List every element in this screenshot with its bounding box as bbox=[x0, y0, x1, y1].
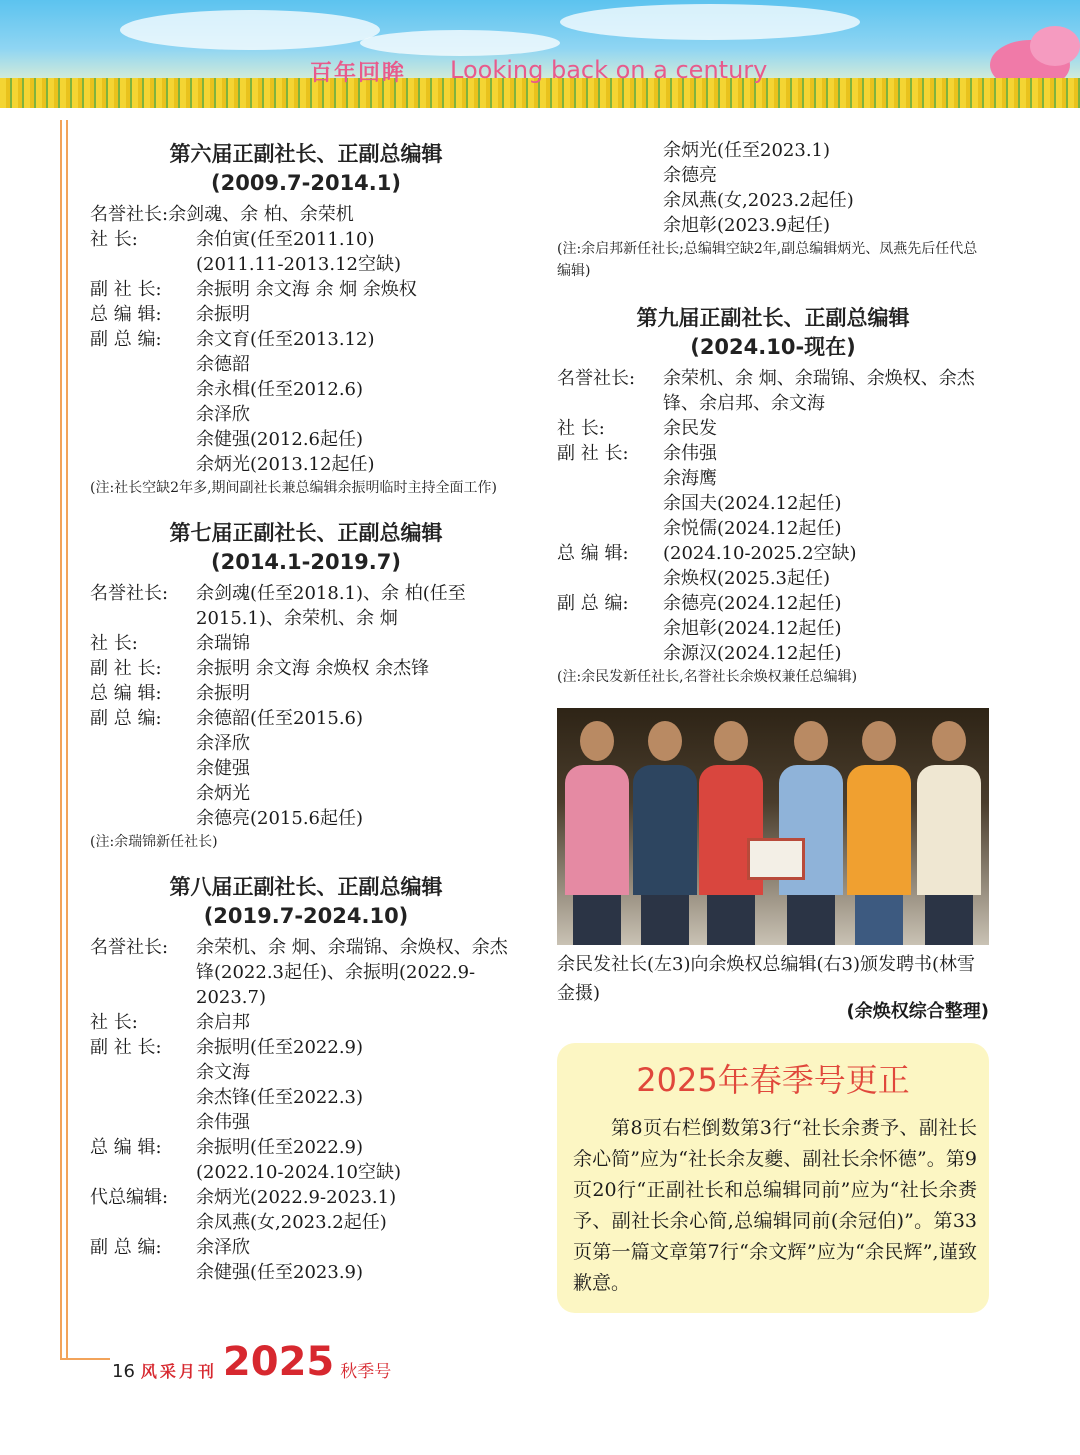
role-value: 余伟强 bbox=[196, 1112, 250, 1133]
role-value: 余海鹰 bbox=[663, 468, 717, 489]
photo-person bbox=[699, 721, 763, 945]
certificate bbox=[747, 838, 805, 880]
role-value: 余民发 bbox=[663, 418, 717, 439]
role-value: 余炳光(2013.12起任) bbox=[196, 454, 375, 475]
role-label: 副 总 编: bbox=[90, 708, 162, 729]
role-value: 余剑魂、余 柏、余荣机 bbox=[168, 204, 354, 225]
issue-season: 秋季号 bbox=[340, 1362, 392, 1382]
section-note: (注:余瑞锦新任社长) bbox=[90, 834, 218, 850]
role-value: 余振明 bbox=[196, 683, 250, 704]
magazine-name: 风采月刊 bbox=[140, 1362, 217, 1381]
section-period: (2019.7-2024.10) bbox=[203, 904, 409, 928]
role-label: 总 编 辑: bbox=[90, 1137, 162, 1158]
role-value: 余健强(2012.6起任) bbox=[196, 429, 364, 450]
role-label: 总 编 辑: bbox=[90, 683, 162, 704]
role-value: 余健强 bbox=[196, 758, 250, 779]
role-value: 余泽欣 bbox=[196, 404, 250, 425]
section-title: 第九届正副社长、正副总编辑 bbox=[636, 306, 910, 330]
role-value: 余旭彰(2023.9起任) bbox=[663, 215, 831, 236]
section-period: (2024.10-现在) bbox=[690, 335, 856, 359]
role-label: 总 编 辑: bbox=[90, 304, 162, 325]
correction-title: 2025年春季号更正 bbox=[636, 1061, 910, 1099]
role-value: (2011.11-2013.12空缺) bbox=[196, 254, 401, 275]
footer-rule bbox=[60, 1358, 110, 1360]
role-value: 余凤燕(女,2023.2起任) bbox=[196, 1212, 387, 1233]
role-label: 名誉社长: bbox=[90, 583, 169, 604]
photo-person bbox=[779, 721, 843, 945]
role-value: 余旭彰(2024.12起任) bbox=[663, 618, 842, 639]
role-label: 副 总 编: bbox=[90, 329, 162, 350]
role-value: 余健强(任至2023.9) bbox=[196, 1262, 364, 1283]
role-value: 余荣机、余 炯、余瑞锦、余焕权、余杰锋(2022.3起任)、余振明(2022.9-2023.7) bbox=[196, 937, 508, 1008]
role-value: 余德韶(任至2015.6) bbox=[196, 708, 364, 729]
group-photo bbox=[557, 708, 989, 945]
section-title: 第八届正副社长、正副总编辑 bbox=[169, 875, 443, 899]
role-value: 余瑞锦 bbox=[196, 633, 250, 654]
role-value: 余国夫(2024.12起任) bbox=[663, 493, 842, 514]
role-label: 副 总 编: bbox=[90, 1237, 162, 1258]
role-label: 副 社 长: bbox=[90, 279, 162, 300]
role-value: 余文海 bbox=[196, 1062, 250, 1083]
role-label: 名誉社长: bbox=[90, 937, 169, 958]
role-value: 余焕权(2025.3起任) bbox=[663, 568, 831, 589]
role-value: 余凤燕(女,2023.2起任) bbox=[663, 190, 854, 211]
role-label: 社 长: bbox=[90, 1012, 138, 1033]
section-8-continued bbox=[557, 138, 989, 282]
section-note: (注:社长空缺2年多,期间副社长兼总编辑余振明临时主持全面工作) bbox=[90, 480, 497, 496]
role-value: 余伯寅(任至2011.10) bbox=[196, 229, 375, 250]
role-value: 余永楫(任至2012.6) bbox=[196, 379, 364, 400]
role-value: 余伟强 bbox=[663, 443, 717, 464]
role-value: 余振明 余文海 余 炯 余焕权 bbox=[196, 279, 417, 300]
role-value: 余德亮(2024.12起任) bbox=[663, 593, 842, 614]
photo-person bbox=[633, 721, 697, 945]
role-value: 余杰锋(任至2022.3) bbox=[196, 1087, 364, 1108]
role-value: 余荣机、余 炯、余瑞锦、余焕权、余杰锋、余启邦、余文海 bbox=[663, 368, 975, 414]
role-value: 余德亮(2015.6起任) bbox=[196, 808, 364, 829]
role-value: 余启邦 bbox=[196, 1012, 250, 1033]
margin-rule bbox=[66, 120, 68, 1360]
role-value: 余振明 余文海 余焕权 余杰锋 bbox=[196, 658, 430, 679]
role-value: 余振明(任至2022.9) bbox=[196, 1137, 364, 1158]
section-note: (注:余民发新任社长,名誉社长余焕权兼任总编辑) bbox=[557, 669, 858, 685]
role-value: 余文育(任至2013.12) bbox=[196, 329, 375, 350]
compiler-credit: (余焕权综合整理) bbox=[846, 1001, 989, 1022]
role-label: 社 长: bbox=[90, 633, 138, 654]
role-label: 总 编 辑: bbox=[557, 543, 629, 564]
banner-title-en: Looking back on a century bbox=[450, 56, 768, 84]
section-note: (注:余启邦新任社长;总编辑空缺2年,副总编辑炳光、凤燕先后任代总编辑) bbox=[557, 241, 978, 279]
role-value: 余炳光 bbox=[196, 783, 250, 804]
photo-caption: 余民发社长(左3)向余焕权总编辑(右3)颁发聘书(林雪金摄) bbox=[557, 954, 976, 1004]
section-period: (2014.1-2019.7) bbox=[211, 550, 401, 574]
left-column bbox=[90, 140, 522, 1285]
section-6 bbox=[90, 140, 522, 499]
page-footer bbox=[112, 1338, 392, 1385]
role-label: 副 社 长: bbox=[90, 1037, 162, 1058]
role-value: (2022.10-2024.10空缺) bbox=[196, 1162, 401, 1183]
role-label: 副 社 长: bbox=[90, 658, 162, 679]
role-value: 余悦儒(2024.12起任) bbox=[663, 518, 842, 539]
photo-person bbox=[847, 721, 911, 945]
page-number: 16 bbox=[112, 1361, 135, 1382]
section-title: 第七届正副社长、正副总编辑 bbox=[169, 521, 443, 545]
role-label: 名誉社长: bbox=[557, 368, 636, 389]
photo-person bbox=[565, 721, 629, 945]
section-period: (2009.7-2014.1) bbox=[211, 171, 401, 195]
role-value: 余德亮 bbox=[663, 165, 717, 186]
right-column bbox=[557, 138, 989, 688]
section-title: 第六届正副社长、正副总编辑 bbox=[169, 142, 443, 166]
photo-person bbox=[917, 721, 981, 945]
role-label: 代总编辑: bbox=[90, 1187, 169, 1208]
role-label: 副 社 长: bbox=[557, 443, 629, 464]
role-value: 余炳光(任至2023.1) bbox=[663, 140, 831, 161]
role-value: 余泽欣 bbox=[196, 1237, 250, 1258]
margin-rule bbox=[60, 120, 62, 1360]
role-value: 余振明(任至2022.9) bbox=[196, 1037, 364, 1058]
banner-title-cn: 百年回眸 bbox=[310, 61, 407, 86]
role-label: 社 长: bbox=[90, 229, 138, 250]
role-value: 余剑魂(任至2018.1)、余 柏(任至2015.1)、余荣机、余 炯 bbox=[196, 583, 466, 629]
section-9 bbox=[557, 304, 989, 688]
role-value: 余德韶 bbox=[196, 354, 250, 375]
correction-body: 第8页右栏倒数第3行“社长余赉予、副社长余心简”应为“社长余友夔、副社长余怀德”。第9页20行“正副社长和总编辑同前”应为“社长余赉予、副社长余心简,总编辑同前(余冠伯)”。第33页第一篇文章第7行“余文辉”应为“余民辉”,谨致歉意。 bbox=[573, 1117, 977, 1294]
section-7 bbox=[90, 519, 522, 853]
correction-box bbox=[557, 1043, 989, 1313]
role-value: (2024.10-2025.2空缺) bbox=[663, 543, 857, 564]
role-label: 副 总 编: bbox=[557, 593, 629, 614]
role-value: 余源汉(2024.12起任) bbox=[663, 643, 842, 664]
role-label: 社 长: bbox=[557, 418, 605, 439]
role-value: 余炳光(2022.9-2023.1) bbox=[196, 1187, 397, 1208]
role-value: 余振明 bbox=[196, 304, 250, 325]
role-label: 名誉社长: bbox=[90, 204, 169, 225]
role-value: 余泽欣 bbox=[196, 733, 250, 754]
section-8 bbox=[90, 873, 522, 1285]
issue-year: 2025 bbox=[222, 1339, 335, 1385]
header-banner bbox=[0, 0, 1080, 108]
